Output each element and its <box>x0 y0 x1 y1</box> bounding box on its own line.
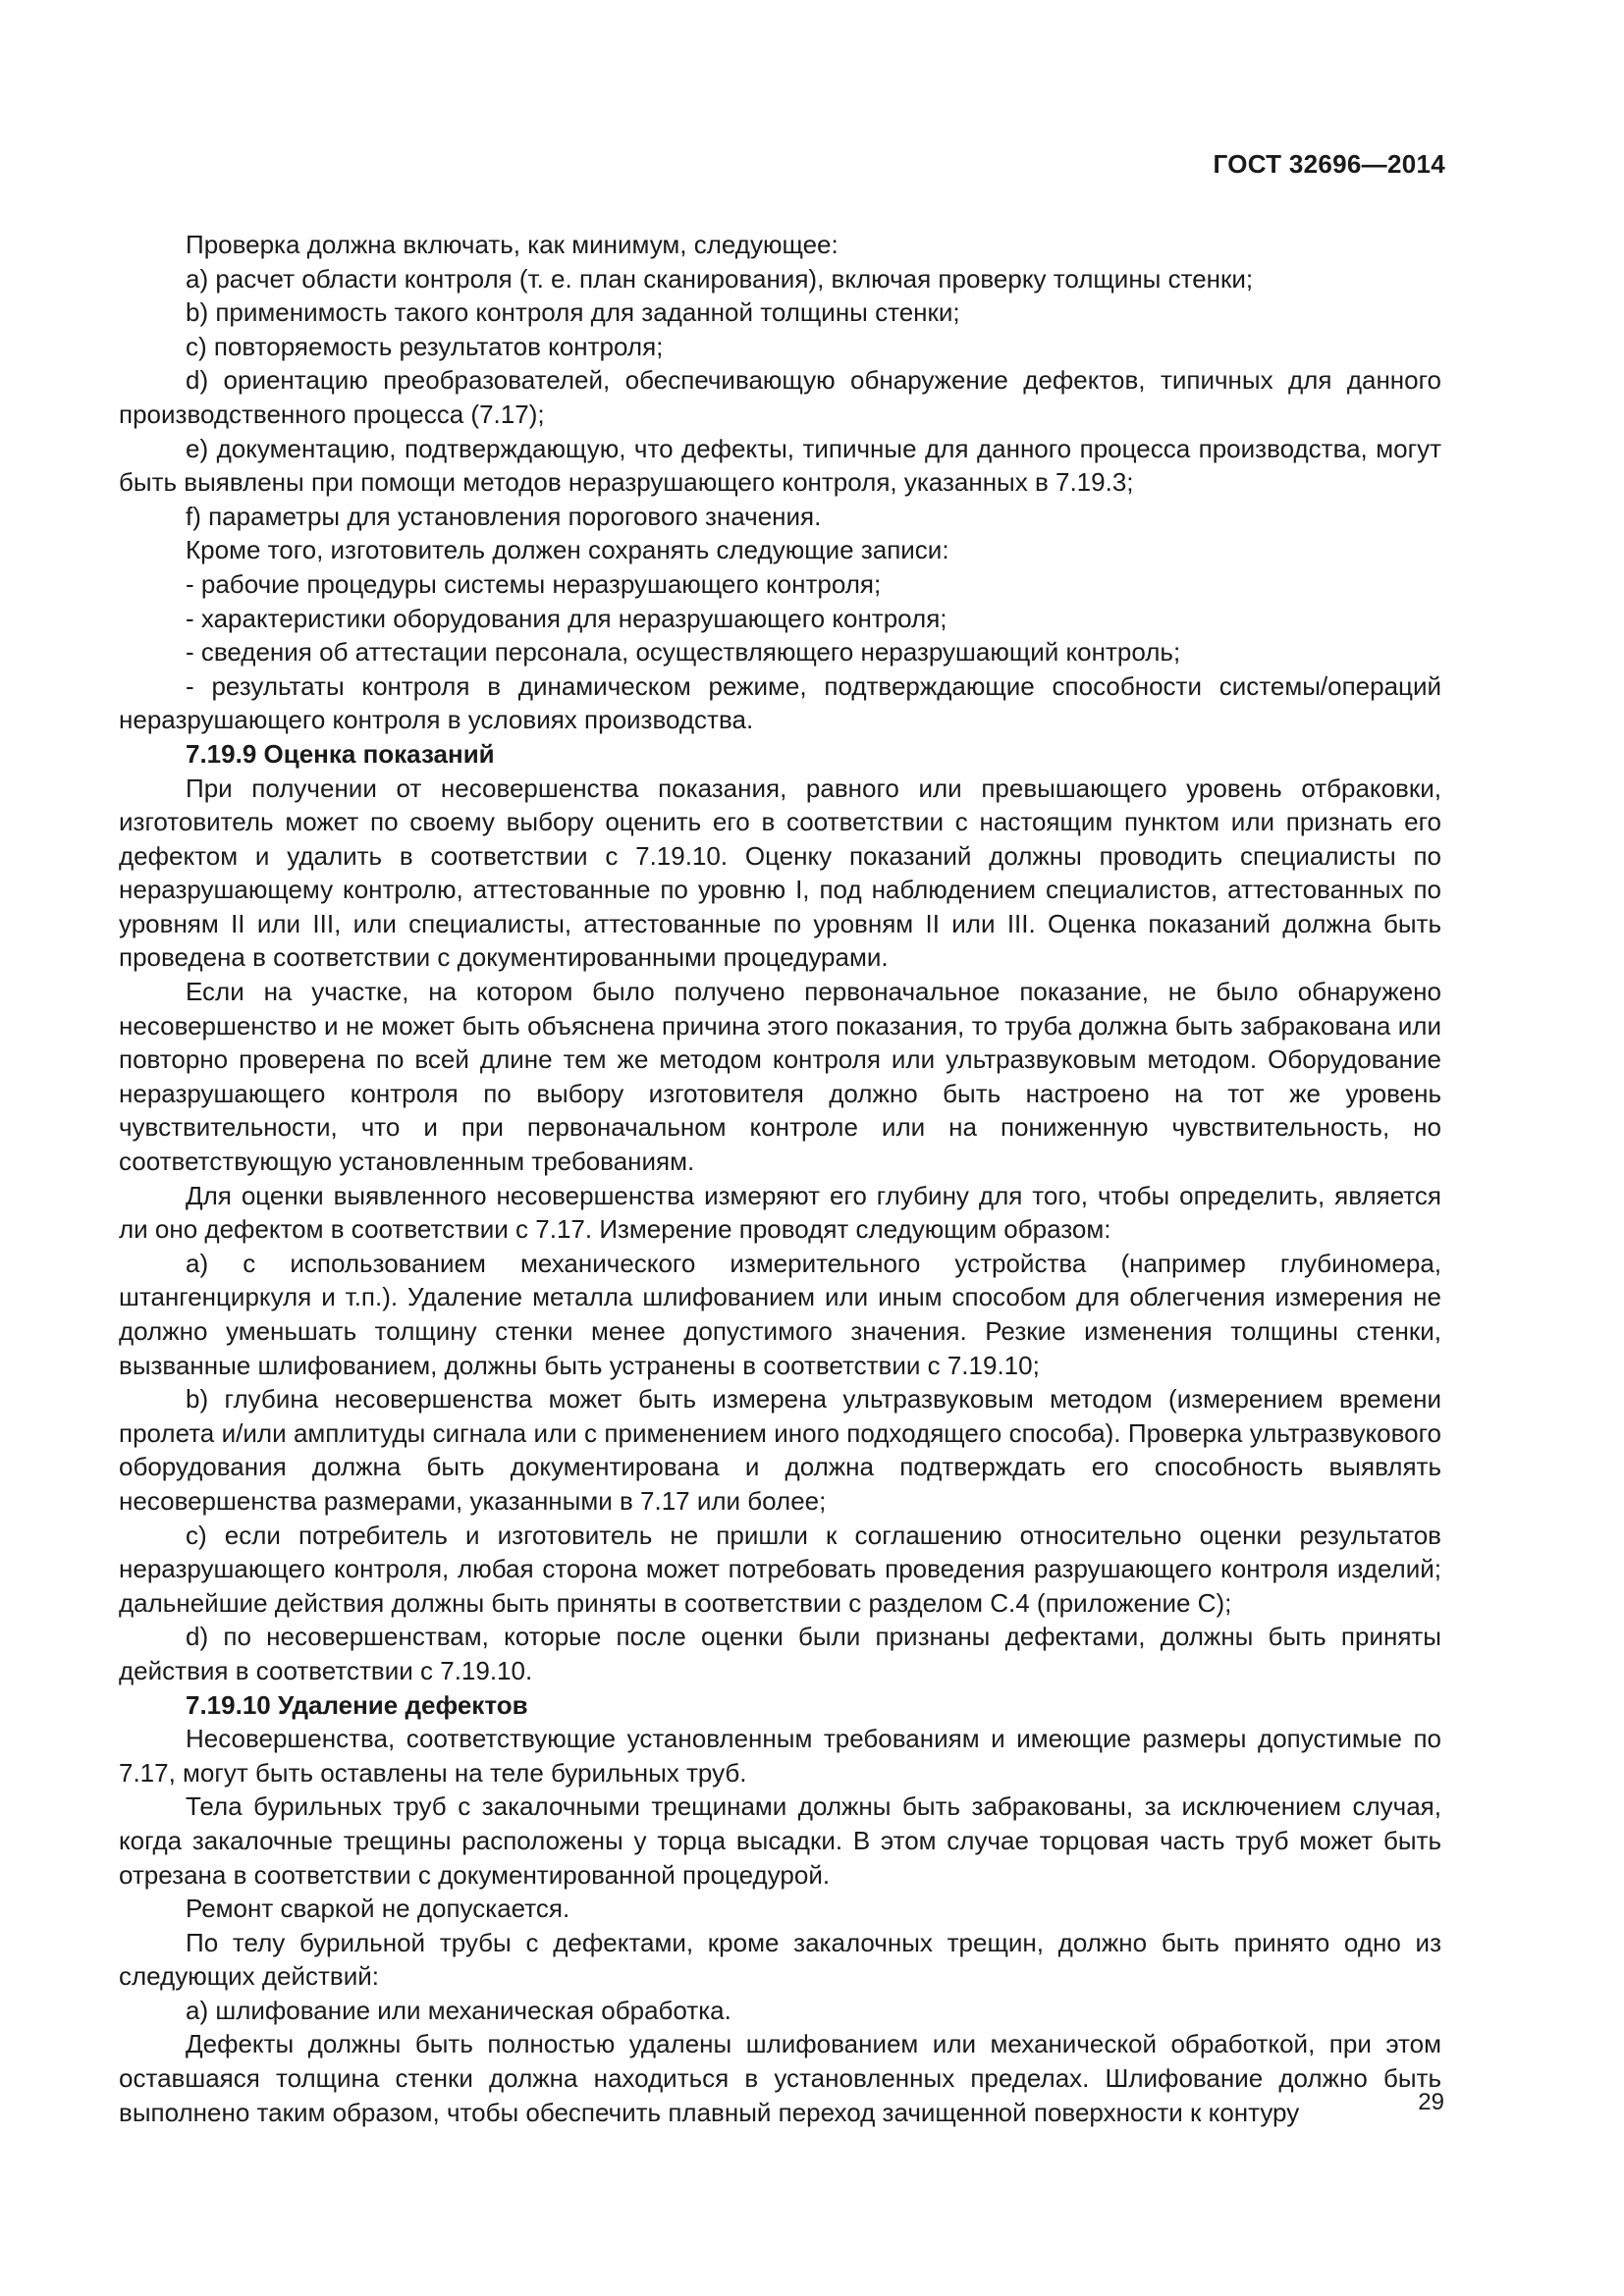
paragraph: Если на участке, на котором было получено первоначальное показание, не было обнаружено несовершенство и не может быть объяснена причина этого показания, то труба должна быть забракована или повторно проверена по всей длине тем же методом контроля или ультразвуковым методом. Оборудование неразрушающего контроля по выбору изготовителя должно быть настроено на тот же уровень чувствительности, что и при первоначальном контроле или на пониженную чувствительность, но соответствующую установленным требованиям. <box>119 977 1441 1177</box>
standard-designation: ГОСТ 32696—2014 <box>1213 149 1445 179</box>
list-item: d) по несовершенствам, которые после оценки были признаны дефектами, должны быть приняты действия в соответствии с 7.19.10. <box>119 1622 1441 1685</box>
paragraph: Кроме того, изготовитель должен сохранять следующие записи: <box>186 535 949 565</box>
list-item: c) повторяемость результатов контроля; <box>186 331 664 361</box>
paragraph: Проверка должна включать, как минимум, следующее: <box>186 230 839 259</box>
list-item: a) с использованием механического измерительного устройства (например глубиномера, штангенциркуля и т.п.). Удаление металла шлифованием или иным способом для облегчения измерения не должно уменьшать толщину стенки менее допустимого значения. Резкие изменения толщины стенки, вызванные шлифованием, должны быть устранены в соответствии с 7.19.10; <box>119 1248 1441 1380</box>
paragraph: По телу бурильной трубы с дефектами, кроме закалочных трещин, должно быть принято одно из следующих действий: <box>119 1927 1441 1992</box>
list-item: - результаты контроля в динамическом режиме, подтверждающие способности системы/операций неразрушающего контроля в условиях производства. <box>119 670 1441 735</box>
section-heading: 7.19.10 Удаление дефектов <box>186 1689 528 1720</box>
list-item: b) применимость такого контроля для заданной толщины стенки; <box>186 297 960 328</box>
list-item: - рабочие процедуры системы неразрушающего контроля; <box>186 568 882 599</box>
list-item: f) параметры для установления порогового значения. <box>186 501 822 531</box>
page-number: 29 <box>1418 2089 1444 2115</box>
list-item: - характеристики оборудования для неразрушающего контроля; <box>186 603 947 633</box>
paragraph: Тела бурильных труб с закалочными трещинами должны быть забракованы, за исключением случая, когда закалочные трещины расположены у торца высадки. В этом случае торцовая часть труб может быть отрезана в соответствии с документированной процедурой. <box>119 1791 1441 1890</box>
list-item: a) расчет области контроля (т. е. план сканирования), включая проверку толщины стенки; <box>186 263 1254 294</box>
paragraph: Дефекты должны быть полностью удалены шлифованием или механической обработкой, при этом оставшаяся толщина стенки должна находиться в установленных пределах. Шлифование должно быть выполнено таким образом, чтобы обеспечить плавный переход зачищенной поверхности к контуру <box>119 2029 1441 2127</box>
list-item: - сведения об аттестации персонала, осуществляющего неразрушающий контроль; <box>186 637 1181 667</box>
list-item: e) документацию, подтверждающую, что дефекты, типичные для данного процесса производства, могут быть выявлены при помощи методов неразрушающего контроля, указанных в 7.19.3; <box>119 433 1441 498</box>
list-item: c) если потребитель и изготовитель не пришли к соглашению относительно оценки результатов неразрушающего контроля, любая сторона может потребовать проведения разрушающего контроля изделий; дальнейшие действия должны быть приняты в соответствии с разделом С.4 (приложение С); <box>119 1520 1441 1618</box>
list-item: a) шлифование или механическая обработка. <box>186 1995 731 2025</box>
section-heading: 7.19.9 Оценка показаний <box>186 738 495 769</box>
paragraph: При получении от несовершенства показания, равного или превышающего уровень отбраковки, изготовитель может по своему выбору оценить его в соответствии с настоящим пунктом или признать его дефектом и удалить в соответствии с 7.19.10. Оценку показаний должны проводить специалисты по неразрушающему контролю, аттестованные по уровню I, под наблюдением специалистов, аттестованных по уровням II или III, или специалисты, аттестованные по уровням II или III. Оценка показаний должна быть проведена в соответствии с документированными процедурами. <box>119 773 1441 973</box>
paragraph: Несовершенства, соответствующие установленным требованиям и имеющие размеры допустимые по 7.17, могут быть оставлены на теле бурильных труб. <box>119 1724 1441 1788</box>
document-body <box>119 228 1441 2129</box>
list-item: d) ориентацию преобразователей, обеспечивающую обнаружение дефектов, типичных для данного производственного процесса (7.17); <box>119 365 1441 429</box>
list-item: b) глубина несовершенства может быть измерена ультразвуковым методом (измерением времени пролета и/или амплитуды сигнала или с применением иного подходящего способа). Проверка ультразвукового оборудования должна быть документирована и должна подтверждать его способность выявлять несовершенства размерами, указанными в 7.17 или более; <box>119 1384 1441 1516</box>
paragraph: Для оценки выявленного несовершенства измеряют его глубину для того, чтобы определить, является ли оно дефектом в соответствии с 7.17. Измерение проводят следующим образом: <box>119 1180 1441 1245</box>
paragraph: Ремонт сваркой не допускается. <box>186 1894 570 1924</box>
